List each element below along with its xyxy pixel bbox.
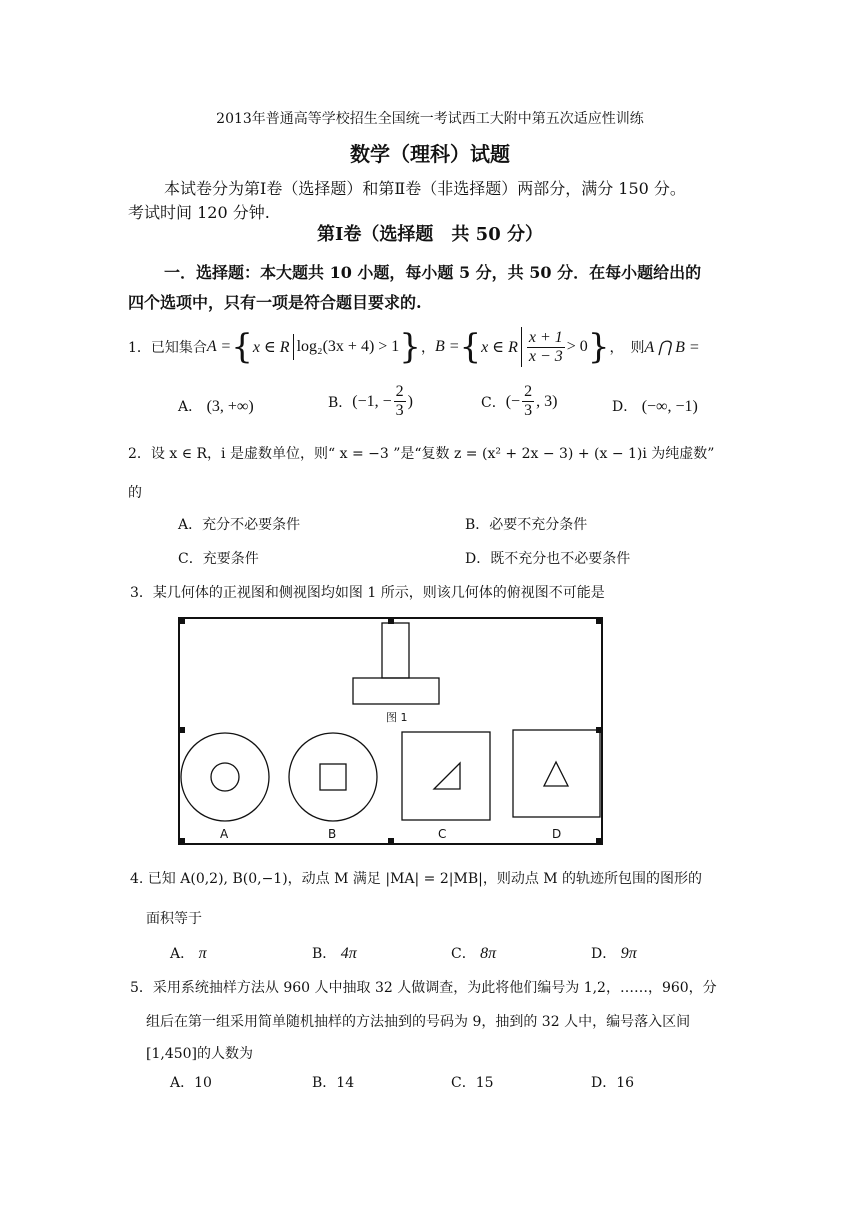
option-text: π [198,945,207,962]
option-letter: D． [612,399,638,415]
q1-option-d [612,396,698,416]
option-letter: C． [451,1075,476,1091]
q1-setB-var: x ∈ R [481,339,518,356]
q4-option-b [312,943,357,963]
figure-label-a: A [220,827,229,841]
q1-setB-condition: > 0 [566,338,588,355]
paper-title: 数学（理科）试题 [350,142,510,166]
question-4-line-2: 面积等于 [146,911,202,927]
view-option-a [181,733,269,821]
option-letter: A． [178,517,203,533]
option-text: 16 [616,1075,635,1091]
q5-option-b [312,1072,354,1092]
option-letter: C． [451,946,476,962]
intro-line-1: 本试卷分为第Ⅰ卷（选择题）和第Ⅱ卷（非选择题）两部分，满分 150 分。 [164,179,686,198]
option-fraction [522,383,534,420]
front-side-view [353,623,439,704]
question-2-line-2: 的 [128,485,142,501]
option-text: 15 [475,1075,494,1091]
option-letter: D． [591,1075,617,1091]
view-option-c [402,732,490,820]
q1-setA-var: x ∈ R [252,339,290,356]
option-fraction [394,383,406,420]
question-5-line-1: 5．采用系统抽样方法从 960 人中抽取 32 人做调查，为此将他们编号为 1,2，……，960，分 [130,980,717,996]
q1-setA-lhs: A = [206,338,232,355]
right-brace-icon: } [399,327,421,367]
option-text-pre: (−1, − [352,392,392,410]
q2-option-c [178,548,259,568]
question-5-line-3: [1,450]的人数为 [146,1046,254,1062]
section-instructions-1: 一．选择题：本大题共 10 小题，每小题 5 分，共 50 分．在每小题给出的 [164,263,702,282]
option-fraction-numerator: 2 [524,383,533,400]
option-text: (−∞, −1) [641,398,698,415]
figure-label-b: B [328,827,337,841]
option-letter: A． [170,946,195,962]
q1-then: ， 则 [609,340,645,356]
q5-option-d [591,1072,634,1092]
q5-option-c [451,1072,494,1092]
option-fraction-denominator: 3 [524,402,533,419]
option-letter: A． [170,1075,195,1091]
option-fraction-denominator: 3 [395,402,404,419]
option-text-post: , 3) [536,392,558,410]
option-text: 9π [620,945,637,962]
q1-comma: ， [420,340,435,356]
q1-fraction-numerator: x + 1 [528,328,563,346]
option-text: (3, +∞) [206,398,254,415]
q2-option-d [465,548,630,568]
question-1 [128,322,700,372]
q4-option-d [591,943,637,963]
left-brace-icon: { [231,327,253,367]
option-text: 充要条件 [202,551,259,567]
three-view-drawing [180,619,601,843]
view-option-d [513,730,600,817]
option-text: 必要不充分条件 [489,517,588,533]
q5-option-a [170,1072,212,1092]
q1-option-a [178,396,254,416]
figure-caption: 图 1 [386,711,408,724]
option-text-pre: (− [505,392,521,410]
figure-label-c: C [438,827,447,841]
option-letter: D． [591,946,617,962]
option-text: 4π [340,945,357,962]
divider-bar-icon [521,327,522,367]
option-letter: B． [312,1075,337,1091]
q1-prefix: 1．已知集合 [128,340,207,356]
q1-fraction-denominator: x − 3 [528,347,563,365]
intro-line-2: 考试时间 120 分钟. [128,203,270,222]
question-3: 3．某几何体的正视图和侧视图均如图 1 所示，则该几何体的俯视图不可能是 [130,585,605,601]
section-title: 第Ⅰ卷（选择题 共 50 分） [316,224,543,245]
divider-bar-icon [293,334,294,360]
q4-option-a [170,943,207,963]
option-letter: C． [481,394,506,411]
q2-option-a [178,514,300,534]
option-text: 既不充分也不必要条件 [490,551,631,567]
option-letter: B． [328,394,353,411]
section-instructions-2: 四个选项中，只有一项是符合题目要求的. [128,293,422,312]
question-2-line-1: 2．设 x ∈ R，i 是虚数单位，则“ x = −3 ”是“复数 z = (x² + 2x − 3) + (x − 1)i 为纯虚数” [128,446,715,462]
question-4-line-1: 4. 已知 A(0,2), B(0,−1)，动点 M 满足 |MA| = 2|MB|，则动点 M 的轨迹所包围的图形的 [130,871,703,887]
q4-option-c [451,943,496,963]
q1-ask: A ⋂ B = [644,339,700,356]
q1-setB-lhs: B = [434,338,460,355]
option-letter: D． [465,551,491,567]
option-text: 充分不必要条件 [202,517,301,533]
exam-header-line: 2013年普通高等学校招生全国统一考试西工大附中第五次适应性训练 [216,111,644,127]
option-letter: A． [178,399,203,415]
left-brace-icon: { [459,327,482,367]
right-brace-icon: } [587,327,610,367]
q2-option-b [465,514,587,534]
q1-fraction [527,329,565,366]
option-fraction-numerator: 2 [395,383,404,400]
option-text-post: ) [407,392,413,410]
question-5-line-2: 组后在第一组采用简单随机抽样的方法抽到的号码为 9，抽到的 32 人中，编号落入区间 [146,1014,691,1030]
q1-option-c [481,383,557,420]
q1-option-b [328,383,413,420]
option-text: 14 [336,1075,355,1091]
option-text: 10 [194,1075,212,1091]
q1-setA-condition: log₂(3x + 4) > 1 [296,338,400,355]
option-letter: B． [465,517,490,533]
option-letter: C． [178,551,203,567]
view-option-b [289,733,377,821]
geometry-figure [178,617,603,845]
option-text: 8π [480,945,497,962]
figure-label-d: D [552,827,562,841]
option-letter: B． [312,946,337,962]
